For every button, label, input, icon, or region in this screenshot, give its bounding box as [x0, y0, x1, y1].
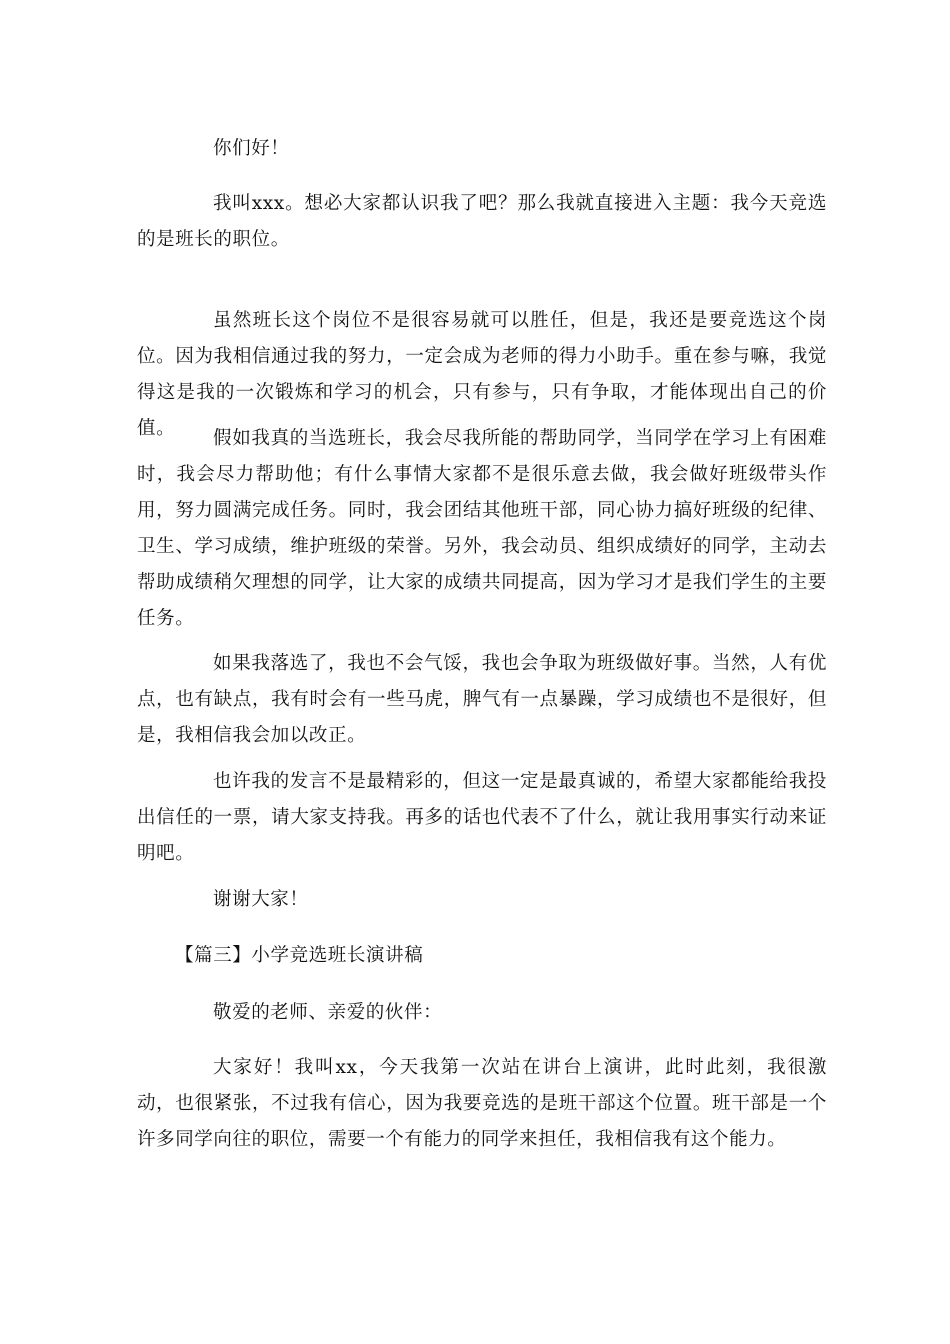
body-paragraph-2: 假如我真的当选班长，我会尽我所能的帮助同学，当同学在学习上有困难时，我会尽力帮助他；有什么事情大家都不是很乐意去做，我会做好班级带头作用，努力圆满完成任务。同时，我会团结其他班干部，同心协力搞好班级的纪律、卫生、学习成绩，维护班级的荣誉。另外，我会动员、组织成绩好的同学，主动去帮助成绩稍欠理想的同学，让大家的成绩共同提高，因为学习才是我们学生的主要任务。 — [137, 428, 827, 629]
greeting-paragraph: 你们好！ — [213, 138, 290, 159]
speech-paragraph: 大家好！我叫xx，今天我第一次站在讲台上演讲，此时此刻，我很激动，也很紧张，不过我有信心，因为我要竞选的是班干部这个位置。班干部是一个许多同学向往的职位，需要一个有能力的同学来担任，我相信我有这个能力。 — [137, 1057, 827, 1150]
intro-paragraph: 我叫xxx。想必大家都认识我了吧？那么我就直接进入主题：我今天竞选的是班长的职位。 — [137, 193, 827, 250]
thanks-paragraph: 谢谢大家！ — [213, 889, 309, 910]
body-paragraph-4: 也许我的发言不是最精彩的，但这一定是最真诚的，希望大家都能给我投出信任的一票，请大家支持我。再多的话也代表不了什么，就让我用事实行动来证明吧。 — [137, 771, 827, 864]
body-paragraph-1: 虽然班长这个岗位不是很容易就可以胜任，但是，我还是要竞选这个岗位。因为我相信通过我的努力，一定会成为老师的得力小助手。重在参与嘛，我觉得这是我的一次锻炼和学习的机会，只有参与，只有争取，才能体现出自己的价值。 — [137, 310, 827, 439]
section-heading: 【篇三】小学竞选班长演讲稿 — [175, 945, 424, 966]
body-paragraph-3: 如果我落选了，我也不会气馁，我也会争取为班级做好事。当然，人有优点，也有缺点，我有时会有一些马虎，脾气有一点暴躁，学习成绩也不是很好，但是，我相信我会加以改正。 — [137, 653, 827, 746]
salutation-paragraph: 敬爱的老师、亲爱的伙伴： — [213, 1002, 443, 1023]
